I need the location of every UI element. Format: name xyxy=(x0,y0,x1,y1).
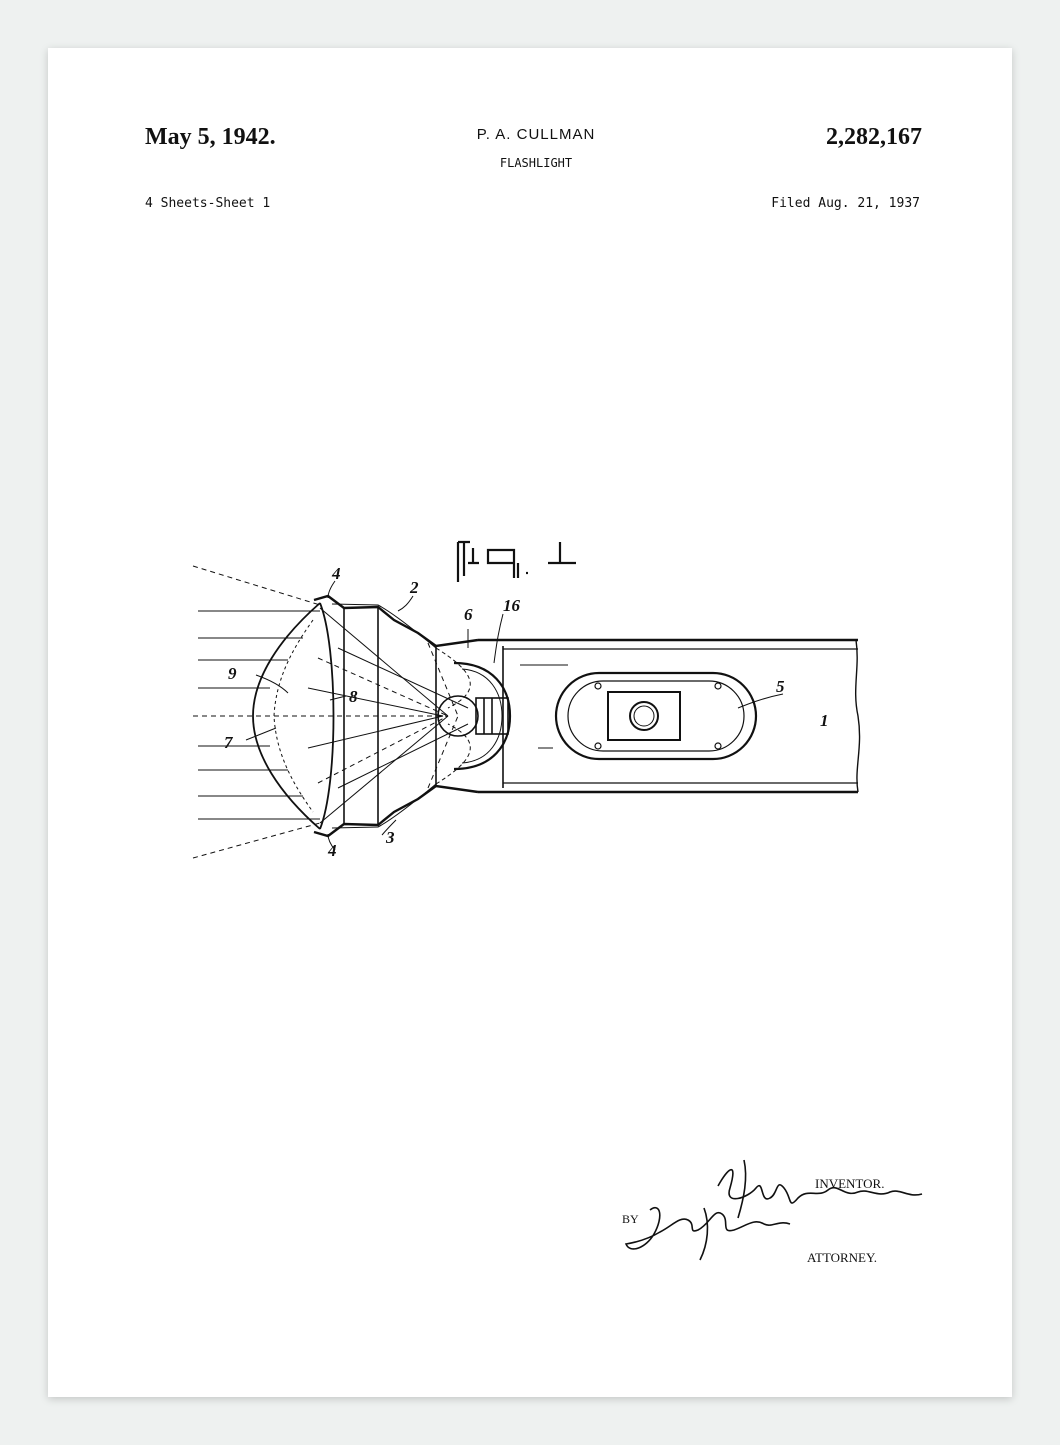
ref-numeral-3: 3 xyxy=(386,828,395,847)
ref-numeral-5: 5 xyxy=(776,677,785,696)
ref-numeral-7: 7 xyxy=(224,733,233,752)
patent-sheet xyxy=(48,48,1012,1397)
ref-numeral-4-top: 4 xyxy=(332,564,341,583)
ref-numeral-1: 1 xyxy=(820,711,829,730)
ref-numeral-8: 8 xyxy=(349,687,358,706)
by-label: BY xyxy=(622,1212,639,1226)
inventor-name: P. A. CULLMAN xyxy=(476,126,596,143)
attorney-label: ATTORNEY. xyxy=(807,1250,877,1265)
filed-date: Filed Aug. 21, 1937 xyxy=(771,196,920,211)
inventor-label: INVENTOR. xyxy=(815,1176,885,1191)
patent-date: May 5, 1942. xyxy=(145,124,276,150)
sheet-count: 4 Sheets-Sheet 1 xyxy=(145,196,271,211)
ref-numeral-4-bottom: 4 xyxy=(328,841,337,860)
ref-numeral-9: 9 xyxy=(228,664,237,683)
ref-numeral-6: 6 xyxy=(464,605,473,624)
patent-number: 2,282,167 xyxy=(826,124,922,150)
ref-numeral-16: 16 xyxy=(503,596,520,615)
ref-numeral-2: 2 xyxy=(410,578,419,597)
figure-label-glyph xyxy=(458,542,576,582)
flashlight-drawing xyxy=(48,48,1012,1397)
attorney-signature xyxy=(626,1208,790,1260)
patent-title: FLASHLIGHT xyxy=(499,156,573,170)
